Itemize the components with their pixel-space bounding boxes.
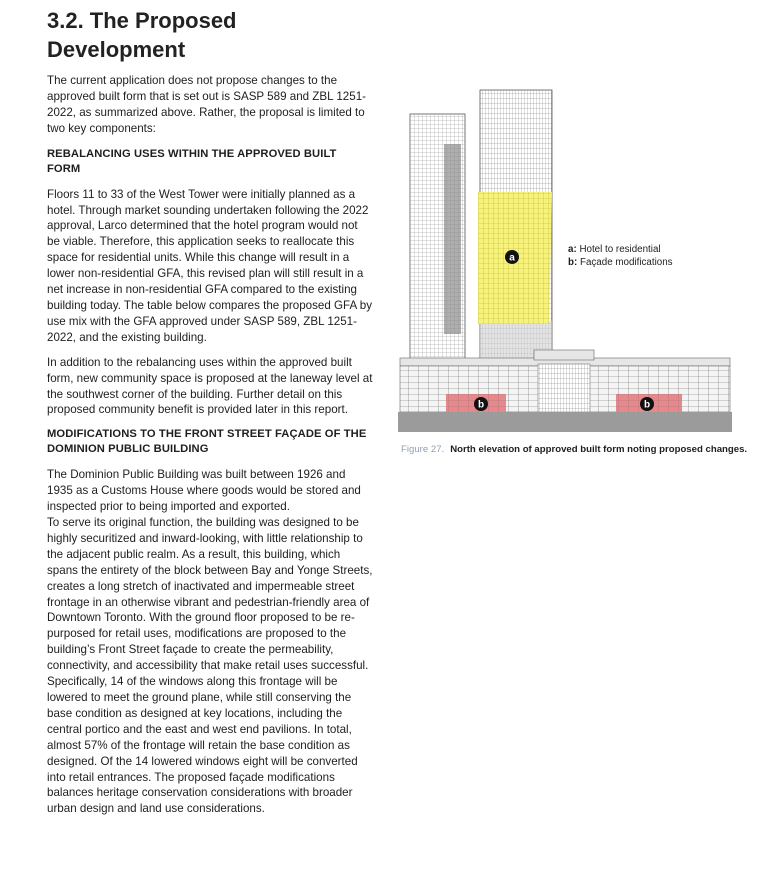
figure-caption-text: North elevation of approved built form noting proposed changes.	[450, 444, 748, 455]
legend-item-b: b: Façade modifications	[568, 257, 673, 268]
section-heading-facade: MODIFICATIONS TO THE FRONT STREET FAÇADE OF THE DOMINION PUBLIC BUILDING	[47, 428, 367, 456]
community-space-paragraph: In addition to the rebalancing uses within the approved built form, new community space is proposed at the laneway level at the southwest corner of the building. Further detail on this proposed community benefit is provided later in this report.	[47, 355, 373, 417]
figure-caption	[401, 444, 747, 455]
west-tower	[410, 114, 465, 362]
history-paragraph: The Dominion Public Building was built between 1926 and 1935 as a Customs House where goods would be stored and inspected prior to being imported and exported.	[47, 468, 361, 514]
north-elevation-drawing	[398, 88, 734, 438]
podium-building	[398, 350, 732, 432]
marker-a-label: a	[509, 252, 515, 264]
intro-paragraph: The current application does not propose changes to the approved built form that is set out is SASP 589 and ZBL 1251-2022, as summarized above. Rather, the proposal is limited to two key components:	[47, 74, 367, 135]
facade-paragraph: To serve its original function, the building was designed to be highly securitized and inward-looking, with little relationship to the adjacent public realm. As a result, this building, which spans the entirety of the block between Bay and Yonge Streets, creates a long stretch of inactivated and impermeable street frontage in an otherwise vibrant and pedestrian-friendly area of Downtown Toronto. With the ground floor proposed to be re-purposed for retail uses, modifications are proposed to the building’s Front Street façade to create the permeability, connectivity, and accessibility that make retail uses successful. Specifically, 14 of the windows along this frontage will be lowered to meet the ground plane, while still conserving the base condition as designed at key locations, including the central portico and the east and west end pavilions. In total, almost 57% of the frontage will retain the base condition as designed. Of the 14 lowered windows eight will be converted into retail entrances. The proposed façade modifications balances heritage conservation considerations with broader urban design and land use considerations.	[47, 516, 373, 816]
rebalancing-paragraph: Floors 11 to 33 of the West Tower were initially planned as a hotel. Through market sounding undertaken following the 2022 approval, Larco determined that the hotel program would not be viable. Therefore, this application seeks to reallocate this space for residential units. While this change will result in a lower non-residential GFA, this revised plan will still result in a net increase in non-residential GFA compared to the existing building today. The table below compares the proposed GFA by use mix with the GFA approved under SASP 589, ZBL 1251-2022, and the existing building.	[47, 187, 373, 344]
marker-b-west-label: b	[477, 399, 485, 411]
marker-b-east-label: b	[643, 399, 651, 411]
figure-caption-label: Figure 27.	[401, 444, 445, 455]
hotel-to-residential-zone	[478, 192, 552, 324]
section-heading-rebalancing: REBALANCING USES WITHIN THE APPROVED BUILT FORM	[47, 147, 337, 175]
figure-legend	[568, 243, 673, 269]
legend-item-a: a: Hotel to residential	[568, 244, 661, 255]
page-title: 3.2. The Proposed Development	[47, 8, 237, 62]
text-column	[47, 6, 373, 817]
